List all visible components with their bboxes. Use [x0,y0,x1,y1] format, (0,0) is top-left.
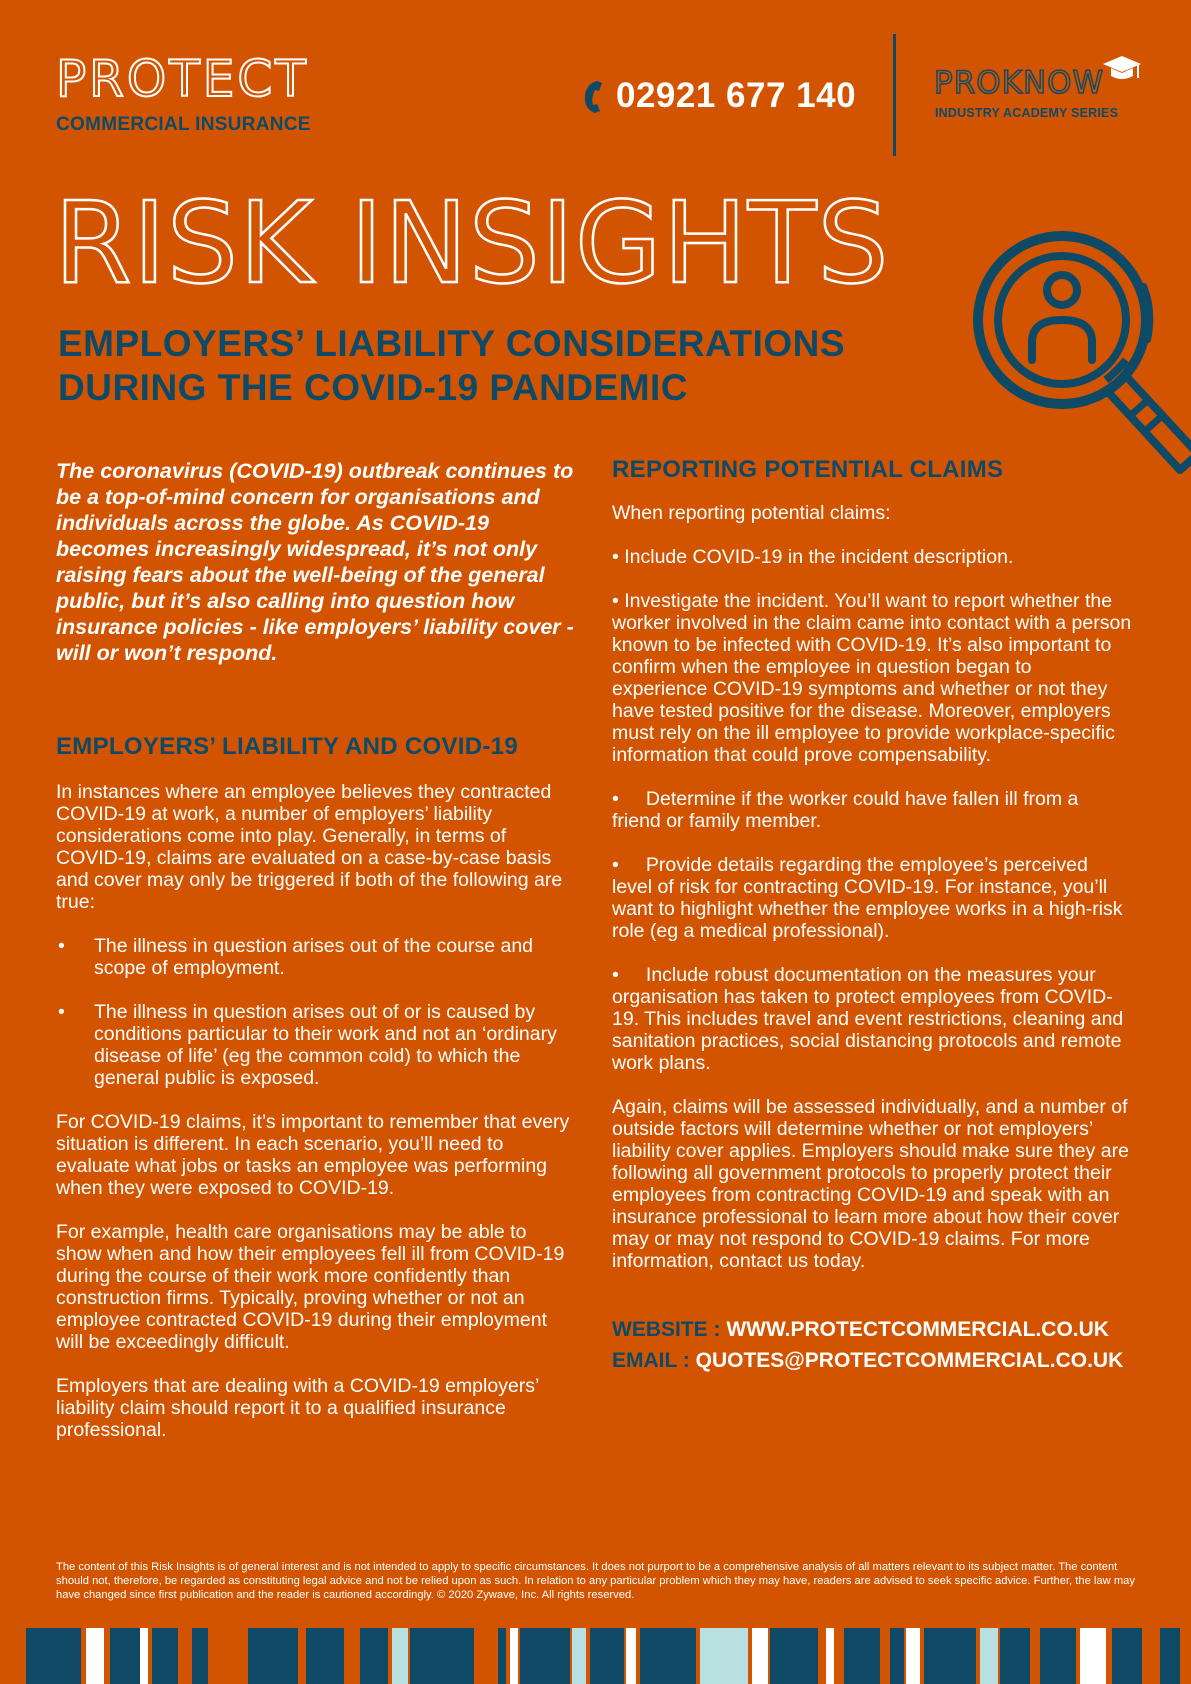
right-heading: REPORTING POTENTIAL CLAIMS [612,456,1004,483]
magnifier-person-icon [958,220,1191,490]
left-bullet-list [56,935,576,1089]
left-paragraph-3: For example, health care organisations may be able to show when and how their employees fell ill from COVID-19 during the course of their work more confidently than construction firms. Typically, proving whether or not an employee contracted COVID-19 during their employment will be exceedingly difficult. [56,1221,565,1353]
hero-title: RISK INSIGHTS [54,179,890,309]
website-label: WEBSITE : [612,1318,727,1341]
proknow-logo: PROKNOW [934,65,1105,101]
list-item: • The illness in question arises out of the course and scope of employment. [56,935,576,979]
disclaimer: The content of this Risk Insights is of general interest and is not intended to apply to specific circumstances. It does not purport to be a comprehensive analysis of all matters relevant to its subject matter. The content should not, therefore, be regarded as constituting legal advice and not be relied upon as such. In relation to any particular problem which they may have, readers are advised to seek specific advice. Further, the law may have changed since first publication and the reader is cautioned accordingly. © 2020 Zywave, Inc. All rights reserved. [56,1561,1135,1601]
subtitle-line-1: EMPLOYERS’ LIABILITY CONSIDERATIONS [58,323,846,364]
graduation-cap-icon [1102,54,1142,88]
brand-subtitle: COMMERCIAL INSURANCE [56,114,311,135]
left-paragraph-2: For COVID-19 claims, it’s important to remember that every situation is different. In each scenario, you’ll need to evaluate what jobs or tasks an employee was performing when they were exposed to COVID-19. [56,1111,570,1199]
proknow-subtitle: INDUSTRY ACADEMY SERIES [935,106,1119,120]
brand-logo: PROTECT [56,50,309,108]
website-line[interactable] [612,1314,1132,1345]
right-lead: When reporting potential claims: [612,502,891,524]
phone-icon [580,79,606,113]
decorative-stripe-band [0,1628,1191,1684]
email-line[interactable] [612,1345,1132,1376]
right-closing: Again, claims will be assessed individually, and a number of outside factors will determine whether or not employers’ liability cover applies. Employers should make sure they are following all government protocols to properly protect their employees from contracting COVID-19 and speak with an insurance professional to learn more about how their cover may or may not respond to COVID-19 claims. For more information, contact us today. [612,1096,1129,1272]
phone-contact[interactable] [580,74,856,118]
list-item: • Include COVID-19 in the incident description. [612,546,1014,568]
left-column [56,733,576,1463]
email-link[interactable]: QUOTES@PROTECTCOMMERCIAL.CO.UK [695,1349,1124,1372]
right-column [612,456,1132,1376]
left-heading: EMPLOYERS’ LIABILITY AND COVID-19 [56,733,518,760]
list-item: • Determine if the worker could have fallen ill from a friend or family member. [612,788,1084,832]
list-item: • Investigate the incident. You’ll want to report whether the worker involved in the claim came into contact with a person known to be infected with COVID-19. It’s also important to confirm when the employee in question began to experience COVID-19 symptoms and whether or not they have tested positive for the disease. Moreover, employers must rely on the ill employee to provide workplace-specific information that could prove compensability. [612,590,1132,766]
phone-number[interactable]: 02921 677 140 [616,76,857,115]
header-divider [893,34,896,156]
list-item: • The illness in question arises out of or is caused by conditions particular to their work and not an ‘ordinary disease of life’ (eg the common cold) to which the general public is exposed. [56,1001,576,1089]
hero-subtitle [58,322,958,410]
website-link[interactable]: WWW.PROTECTCOMMERCIAL.CO.UK [726,1318,1109,1341]
subtitle-line-2: DURING THE COVID-19 PANDEMIC [58,367,689,408]
intro-paragraph: The coronavirus (COVID-19) outbreak continues to be a top-of-mind concern for organisations and individuals across the globe. As COVID-19 becomes increasingly widespread, it’s not only raising fears about the well-being of the general public, but it’s also calling into question how insurance policies - like employers’ liability cover - will or won’t respond. [56,459,574,665]
email-label: EMAIL : [612,1349,696,1372]
list-item: • Include robust documentation on the measures your organisation has taken to protect employees from COVID-19. This includes travel and event restrictions, cleaning and sanitation practices, social distancing protocols and remote work plans. [612,964,1129,1074]
left-paragraph-4: Employers that are dealing with a COVID-19 employers’ liability claim should report it to a qualified insurance professional. [56,1375,539,1441]
left-paragraph-1: In instances where an employee believes they contracted COVID-19 at work, a number of employers’ liability considerations come into play. Generally, in terms of COVID-19, claims are evaluated on a case-by-case basis and cover may only be triggered if both of the following are true: [56,781,563,913]
list-item: • Provide details regarding the employee’s perceived level of risk for contracting COVID-19. For instance, you’ll want to highlight whether the employee works in a high-risk role (eg a medical professional). [612,854,1128,942]
